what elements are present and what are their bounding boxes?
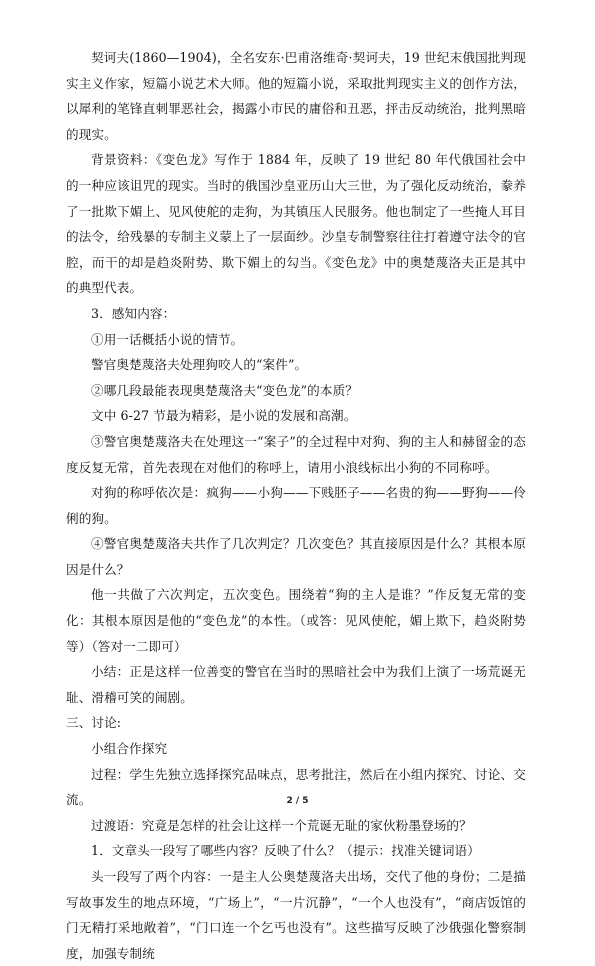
section-heading-discussion: 三、讨论: (66, 715, 122, 731)
answer-4: 他一共做了六次判定，五次变色。围绕着“狗的主人是谁？”作反复无常的变化：其根本原因是他的“变色龙”的本性。（或答：见风使舵，媚上欺下，趋炎附势等）（答对一二即可） (66, 587, 526, 654)
paragraph-author-intro: 契诃夫(1860—1904)，全名安东·巴甫洛维奇·契诃夫，19 世纪末俄国批判现实主义作家，短篇小说艺术大师。他的短篇小说，采取批判现实主义的创作方法，以犀利的笔锋直刺罪恶社会，揭露小市民的庸俗和丑恶，抨击反动统治，批判黑暗的现实。 (66, 50, 526, 142)
heading-perceive-content: 3．感知内容： (91, 305, 176, 321)
question-1: ①用一话概括小说的情节。 (91, 331, 244, 347)
question-2: ②哪几段最能表现奥楚蔑洛夫“变色龙”的本质？ (91, 382, 358, 398)
page-number: 2 / 5 (286, 796, 309, 806)
question-4: ④警官奥楚蔑洛夫共作了几次判定？几次变色？其直接原因是什么？其根本原因是什么？ (66, 536, 526, 577)
answer-2: 文中 6-27 节最为精彩，是小说的发展和高潮。 (91, 408, 357, 424)
summary: 小结：正是这样一位善变的警官在当时的黑暗社会中为我们上演了一场荒诞无耻、滑稽可笑的闹剧。 (66, 664, 526, 705)
discussion-answer-1: 头一段写了两个内容：一是主人公奥楚蔑洛夫出场，交代了他的身份；二是描写故事发生的地点环境，“广场上”，“一片沉静”，“一个人也没有”，“商店饭馆的门无精打采地敞着”，“门口连一个乞丐也没有”。这些描写反映了沙俄强化警察制度，加强专制统 (66, 869, 526, 961)
answer-3: 对狗的称呼依次是：疯狗——小狗——下贱胚子——名贵的狗——野狗——伶俐的狗。 (66, 485, 526, 526)
document-body (66, 45, 526, 966)
transition-paragraph: 过渡语：究竟是怎样的社会让这样一个荒诞无耻的家伙粉墨登场的？ (91, 817, 472, 833)
paragraph-background: 背景资料：《变色龙》写作于 1884 年，反映了 19 世纪 80 年代俄国社会中的一种应该诅咒的现实。当时的俄国沙皇亚历山大三世，为了强化反动统治，豢养了一批欺下媚上、见风使舵的走狗，为其镇压人民服务。他也制定了一些掩人耳目的法令，给残暴的专制主义蒙上了一层面纱。沙皇专制警察往往打着遵守法令的官腔，而干的却是趋炎附势、欺下媚上的勾当。《变色龙》中的奥楚蔑洛夫正是其中的典型代表。 (66, 152, 526, 296)
question-3: ③警官奥楚蔑洛夫在处理这一“案子”的全过程中对狗、狗的主人和赫留金的态度反复无常，首先表现在对他们的称呼上，请用小浪线标出小狗的不同称呼。 (66, 433, 526, 475)
discussion-question-1: 1．文章头一段写了哪些内容？反映了什么？（提示：找准关键词语） (91, 843, 480, 859)
answer-1: 警官奥楚蔑洛夫处理狗咬人的“案件”。 (91, 357, 308, 373)
process-paragraph: 过程：学生先独立选择探究品味点，思考批注，然后在小组内探究、讨论、交流。 (66, 766, 526, 808)
group-inquiry-heading: 小组合作探究 (91, 741, 168, 757)
